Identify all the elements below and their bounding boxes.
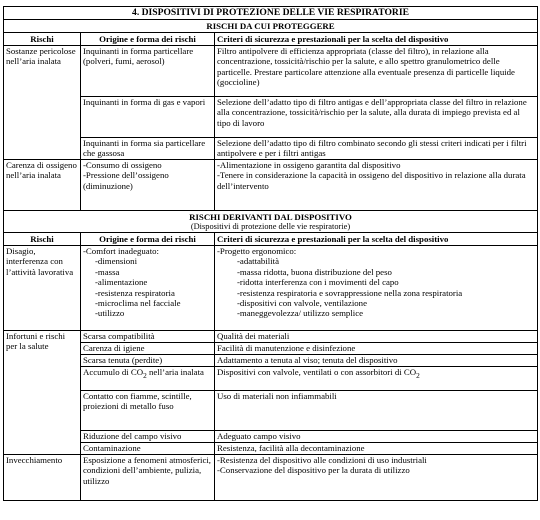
comfort-origin-item: -utilizzo	[95, 308, 125, 319]
origin-cell: Scarsa compatibilità	[81, 331, 215, 343]
table-row	[4, 138, 538, 160]
table-row	[4, 331, 538, 343]
co2-origin-text: Accumulo di CO	[83, 367, 144, 377]
section2-subtitle: (Dispositivi di protezione delle vie respiratorie)	[190, 221, 351, 231]
comfort-criteria-item: -resistenza respiratoria e sovrappressione nella zona respiratoria	[237, 287, 463, 298]
comfort-origin-item: -dimensioni	[95, 256, 138, 267]
table-row	[4, 343, 538, 355]
criteria-cell: Adeguato campo visivo	[215, 431, 538, 443]
table-row	[4, 246, 538, 331]
comfort-criteria-item: -adattabilità	[237, 256, 280, 267]
origin-cell: Riduzione del campo visivo	[81, 431, 215, 443]
criteria-cell: -Alimentazione in ossigeno garantita dal dispositivo -Tenere in considerazione la capacità in ossigeno del dispositivo in relazione alla durata dell’intervento	[215, 160, 538, 211]
comfort-criteria-item: -dispositivi con valvole, ventilazione	[237, 298, 367, 309]
origin-cell	[81, 367, 215, 391]
criteria-cell: Adattamento a tenuta al viso; tenuta del dispositivo	[215, 355, 538, 367]
col-header-risks: Rischi	[4, 33, 81, 46]
origin-cell: Scarsa tenuta (perdite)	[81, 355, 215, 367]
criteria-cell: Uso di materiali non infiammabili	[215, 391, 538, 431]
origin-cell	[81, 246, 215, 331]
origin-cell: Inquinanti in forma sia particellare che gassosa	[81, 138, 215, 160]
criteria-cell: Qualità dei materiali	[215, 331, 538, 343]
col-header-criteria: Criteri di sicurezza e prestazionali per la scelta del dispositivo	[215, 233, 538, 246]
risk-cell: Invecchiamento	[4, 455, 81, 501]
table-row	[4, 160, 538, 211]
criteria-cell: -Resistenza del dispositivo alle condizioni di uso industriali -Conservazione del dispositivo per la durata di utilizzo	[215, 455, 538, 501]
section1-heading: RISCHI DA CUI PROTEGGERE	[4, 20, 538, 33]
table-row	[4, 367, 538, 391]
origin-cell: Inquinanti in forma particellare (polveri, fumi, aerosol)	[81, 46, 215, 97]
comfort-criteria-item: -massa ridotta, buona distribuzione del peso	[237, 266, 392, 277]
co2-criteria-text: Dispositivi con valvole, ventilati o con assorbitori di CO	[217, 367, 417, 377]
table-row	[4, 431, 538, 443]
table-row	[4, 391, 538, 431]
criteria-cell: Selezione dell’adatto tipo di filtro combinato secondo gli stessi criteri indicati per i filtri antipolvere e per i filtri antigas	[215, 138, 538, 160]
criteria-cell	[215, 246, 538, 331]
table-row	[4, 97, 538, 138]
col-header-origin: Origine e forma dei rischi	[81, 33, 215, 46]
origin-cell: Contatto con fiamme, scintille, proiezioni di metallo fuso	[81, 391, 215, 431]
comfort-criteria-item: -maneggevolezza/ utilizzo semplice	[237, 308, 364, 319]
criteria-cell	[215, 367, 538, 391]
risk-cell: Disagio, interferenza con l’attività lavorativa	[4, 246, 81, 331]
col-header-risks: Rischi	[4, 233, 81, 246]
comfort-criteria-head: -Progetto ergonomico:	[217, 246, 297, 256]
criteria-cell: Resistenza, facilità alla decontaminazione	[215, 443, 538, 455]
comfort-origin-item: -microclima nel facciale	[95, 298, 181, 309]
section2-heading	[4, 211, 538, 233]
risk-cell: Infortuni e rischi per la salute	[4, 331, 81, 455]
co2-criteria-subscript: 2	[416, 370, 420, 380]
comfort-criteria-item: -ridotta interferenza con i movimenti del capo	[237, 277, 399, 288]
col-header-criteria: Criteri di sicurezza e prestazionali per la scelta del dispositivo	[215, 33, 538, 46]
table-row	[4, 443, 538, 455]
table-row	[4, 46, 538, 97]
risk-cell: Sostanze pericolose nell’aria inalata	[4, 46, 81, 160]
section2-title: RISCHI DERIVANTI DAL DISPOSITIVO	[189, 211, 352, 222]
co2-origin-subscript: 2	[143, 370, 147, 380]
comfort-origin-item: -resistenza respiratoria	[95, 287, 175, 298]
col-header-origin: Origine e forma dei rischi	[81, 233, 215, 246]
criteria-cell: Facilità di manutenzione e disinfezione	[215, 343, 538, 355]
origin-cell: Inquinanti in forma di gas e vapori	[81, 97, 215, 138]
origin-cell: Contaminazione	[81, 443, 215, 455]
origin-cell: Esposizione a fenomeni atmosferici, condizioni dell’ambiente, pulizia, utilizzo	[81, 455, 215, 501]
table-row	[4, 355, 538, 367]
co2-origin-text-end: nell’aria inalata	[146, 367, 204, 377]
comfort-origin-item: -alimentazione	[95, 277, 148, 288]
origin-cell: -Consumo di ossigeno -Pressione dell’ossigeno (diminuzione)	[81, 160, 215, 211]
criteria-cell: Filtro antipolvere di efficienza appropriata (classe del filtro), in relazione alla concentrazione, tossicità/rischio per la salute, e allo spettro granulometrico delle particelle. Prestare particolare attenzione alla eventuale presenza di particelle liquide (goccioline)	[215, 46, 538, 97]
table-row	[4, 455, 538, 501]
comfort-origin-item: -massa	[95, 266, 120, 277]
origin-cell: Carenza di igiene	[81, 343, 215, 355]
table-title: 4. DISPOSITIVI DI PROTEZIONE DELLE VIE RESPIRATORIE	[4, 7, 538, 20]
ppe-table	[3, 6, 538, 501]
comfort-origin-head: -Comfort inadeguato:	[83, 246, 159, 256]
risk-cell: Carenza di ossigeno nell’aria inalata	[4, 160, 81, 211]
criteria-cell: Selezione dell’adatto tipo di filtro antigas e dell’appropriata classe del filtro in relazione alla concentrazione, tossicità/rischio per la salute, alla durata di impiego prevista ed al tipo di lavoro	[215, 97, 538, 138]
